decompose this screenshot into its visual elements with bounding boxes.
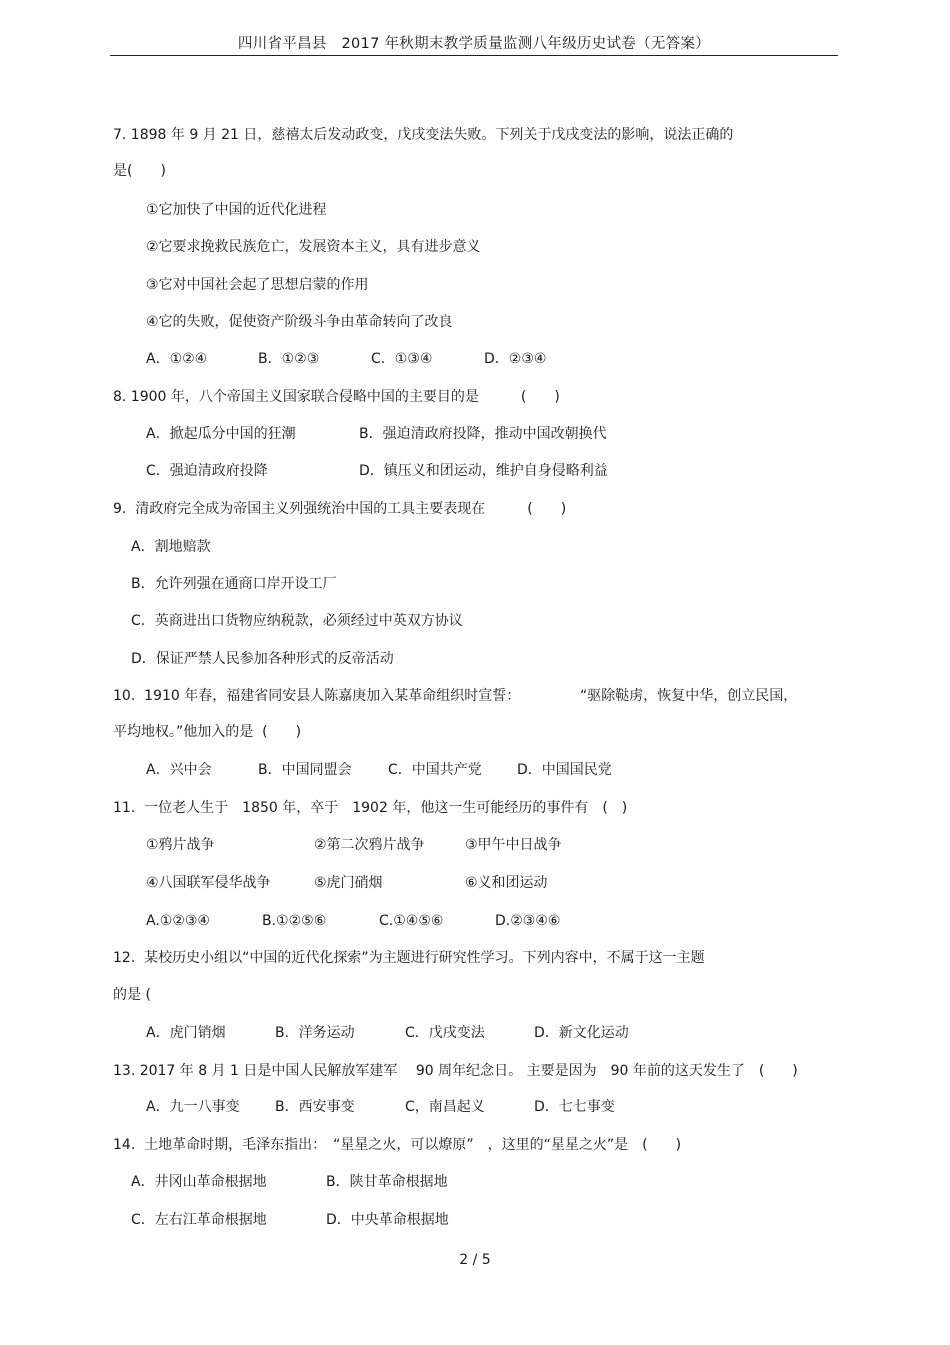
q14-option-a: A．井冈山革命根据地: [131, 1174, 267, 1190]
q11-item-2: ②第二次鸦片战争: [314, 837, 425, 853]
q7-stem-line1: 7. 1898 年 9 月 21 日，慈禧太后发动政变，戊戌变法失败。下列关于戊戌变法的影响，说法正确的: [113, 127, 734, 143]
q13-option-b: B．西安事变: [275, 1099, 355, 1115]
q8-stem: 8. 1900 年，八个帝国主义国家联合侵略中国的主要目的是 ( ): [113, 389, 560, 405]
page-header-title: 四川省平昌县 2017 年秋期末教学质量监测八年级历史试卷（无答案）: [237, 36, 711, 52]
q10-stem-line2: 平均地权。”他加入的是 ( ): [113, 724, 302, 740]
q12-stem-line1: 12. 某校历史小组以“中国的近代化探索”为主题进行研究性学习。下列内容中，不属于这一主题: [113, 950, 705, 966]
q7-item-1: ①它加快了中国的近代化进程: [146, 202, 327, 218]
q14-stem: 14. 土地革命时期，毛泽东指出： “星星之火，可以燎原” ，这里的“星星之火”是 ( ): [113, 1137, 682, 1153]
q13-option-d: D．七七事变: [534, 1099, 615, 1115]
q12-stem-line2: 的是 (: [113, 987, 151, 1003]
q7-option-d: D．②③④: [484, 351, 547, 367]
q11-option-d: D.②③④⑥: [495, 913, 561, 929]
q8-option-b: B．强迫清政府投降，推动中国改朝换代: [359, 426, 607, 442]
q10-option-c: C．中国共产党: [388, 762, 482, 778]
page-number: 2 / 5: [459, 1252, 491, 1268]
q9-option-c: C．英商进出口货物应纳税款，必须经过中英双方协议: [131, 613, 463, 629]
q9-option-d: D．保证严禁人民参加各种形式的反帝活动: [131, 651, 394, 667]
q9-stem: 9. 清政府完全成为帝国主义列强统治中国的工具主要表现在 ( ): [113, 501, 567, 517]
q9-option-a: A．割地赔款: [131, 539, 211, 555]
q11-item-5: ⑤虎门硝烟: [314, 875, 383, 891]
q12-option-c: C．戊戌变法: [405, 1025, 485, 1041]
q14-option-b: B．陕甘革命根据地: [326, 1174, 448, 1190]
q10-option-b: B．中国同盟会: [258, 762, 352, 778]
q8-option-c: C．强迫清政府投降: [146, 463, 268, 479]
q11-item-3: ③甲午中日战争: [465, 837, 562, 853]
q10-stem-line1: 10. 1910 年春，福建省同安县人陈嘉庚加入某革命组织时宣誓：: [113, 688, 521, 704]
q8-option-a: A．掀起瓜分中国的狂潮: [146, 426, 296, 442]
q14-option-c: C．左右江革命根据地: [131, 1212, 267, 1228]
q11-item-1: ①鸦片战争: [146, 837, 215, 853]
q7-item-3: ③它对中国社会起了思想启蒙的作用: [146, 277, 369, 293]
q12-option-a: A．虎门销烟: [146, 1025, 226, 1041]
q11-item-6: ⑥义和团运动: [465, 875, 548, 891]
header-divider: [110, 55, 838, 56]
q9-option-b: B．允许列强在通商口岸开设工厂: [131, 576, 337, 592]
q11-option-a: A.①②③④: [146, 913, 210, 929]
q14-option-d: D．中央革命根据地: [326, 1212, 449, 1228]
q13-option-a: A．九一八事变: [146, 1099, 240, 1115]
q12-option-d: D．新文化运动: [534, 1025, 629, 1041]
q11-item-4: ④八国联军侵华战争: [146, 875, 271, 891]
q13-stem: 13. 2017 年 8 月 1 日是中国人民解放军建军 90 周年纪念日。 主要是因为 90 年前的这天发生了 ( ): [113, 1063, 798, 1079]
q7-option-b: B．①②③: [258, 351, 320, 367]
q7-option-c: C．①③④: [371, 351, 433, 367]
q11-stem: 11. 一位老人生于 1850 年，卒于 1902 年，他这一生可能经历的事件有 ( ): [113, 800, 628, 816]
q7-stem-line2: 是( ): [113, 163, 166, 179]
q12-option-b: B．洋务运动: [275, 1025, 355, 1041]
q7-option-a: A．①②④: [146, 351, 208, 367]
q13-option-c: C，南昌起义: [405, 1099, 485, 1115]
q10-stem-quote: “驱除鞑虏，恢复中华，创立民国，: [580, 688, 798, 704]
q11-option-b: B.①②⑤⑥: [262, 913, 327, 929]
q8-option-d: D．镇压义和团运动，维护自身侵略利益: [359, 463, 608, 479]
q11-option-c: C.①④⑤⑥: [379, 913, 444, 929]
q7-item-2: ②它要求挽救民族危亡，发展资本主义，具有进步意义: [146, 239, 481, 255]
q7-item-4: ④它的失败，促使资产阶级斗争由革命转向了改良: [146, 314, 453, 330]
q10-option-d: D．中国国民党: [517, 762, 612, 778]
q10-option-a: A．兴中会: [146, 762, 212, 778]
